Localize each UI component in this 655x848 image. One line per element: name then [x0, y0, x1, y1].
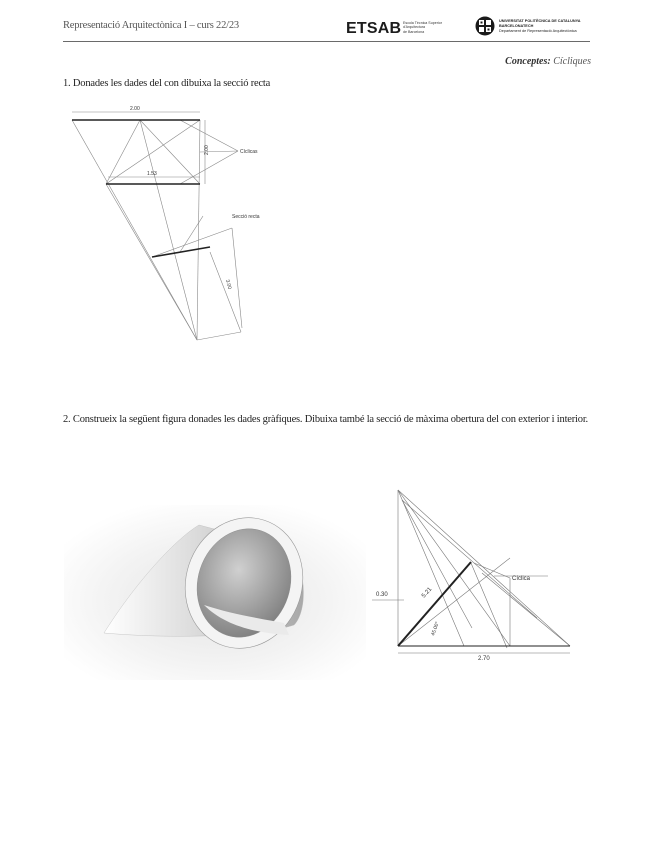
- etsab-name: ETSAB: [346, 20, 402, 37]
- etsab-line-2: d'Arquitectura: [403, 25, 426, 30]
- upc-emblem-icon: [475, 16, 495, 36]
- upc-line-1: UNIVERSITAT POLITÈCNICA DE CATALUNYA: [499, 19, 581, 23]
- concepts-value: Cícliques: [553, 56, 591, 67]
- concepts-line: [505, 56, 591, 67]
- exercise-2-diagram: [372, 488, 577, 663]
- etsab-line-3: de Barcelona: [403, 29, 425, 34]
- label-seccion-recta: Secció recta: [232, 214, 260, 220]
- dim-slant: 5.21: [421, 586, 434, 600]
- exercise-2-statement: 2. Construeix la següent figura donades les dades gràfiques. Dibuixa també la secció de màxima obertura del con exterior i interior.: [63, 414, 588, 425]
- etsab-line-1: Escola Tècnica Superior: [403, 21, 442, 25]
- header-rule: [63, 41, 590, 42]
- concepts-label: Conceptes:: [505, 56, 551, 67]
- label-ciclica: Cíclica: [512, 576, 531, 582]
- header-title: Representació Arquitectònica I – curs 22/23: [63, 20, 239, 31]
- exercise-1-statement: 1. Donades les dades del con dibuixa la secció recta: [63, 78, 271, 89]
- label-ciclicas: Cíclicas: [240, 149, 258, 155]
- dim-left: 0.30: [376, 592, 388, 598]
- dim-top-width: 2.00: [130, 106, 140, 112]
- exercise-1-diagram: [60, 100, 280, 350]
- upc-line-2: BARCELONATECH: [499, 24, 534, 28]
- dim-angle: 45.00°: [430, 620, 441, 637]
- upc-logo: [475, 16, 591, 40]
- dim-base: 2.70: [478, 656, 490, 662]
- upc-line-3: Departament de Representació Arquitectònica: [499, 29, 577, 33]
- dim-diag: 3.00: [224, 278, 233, 290]
- etsab-logo: [346, 19, 448, 39]
- exercise-2-render-image: [64, 505, 366, 680]
- dim-height: 2.00: [204, 145, 210, 155]
- dim-mid-width: 1.53: [147, 171, 157, 177]
